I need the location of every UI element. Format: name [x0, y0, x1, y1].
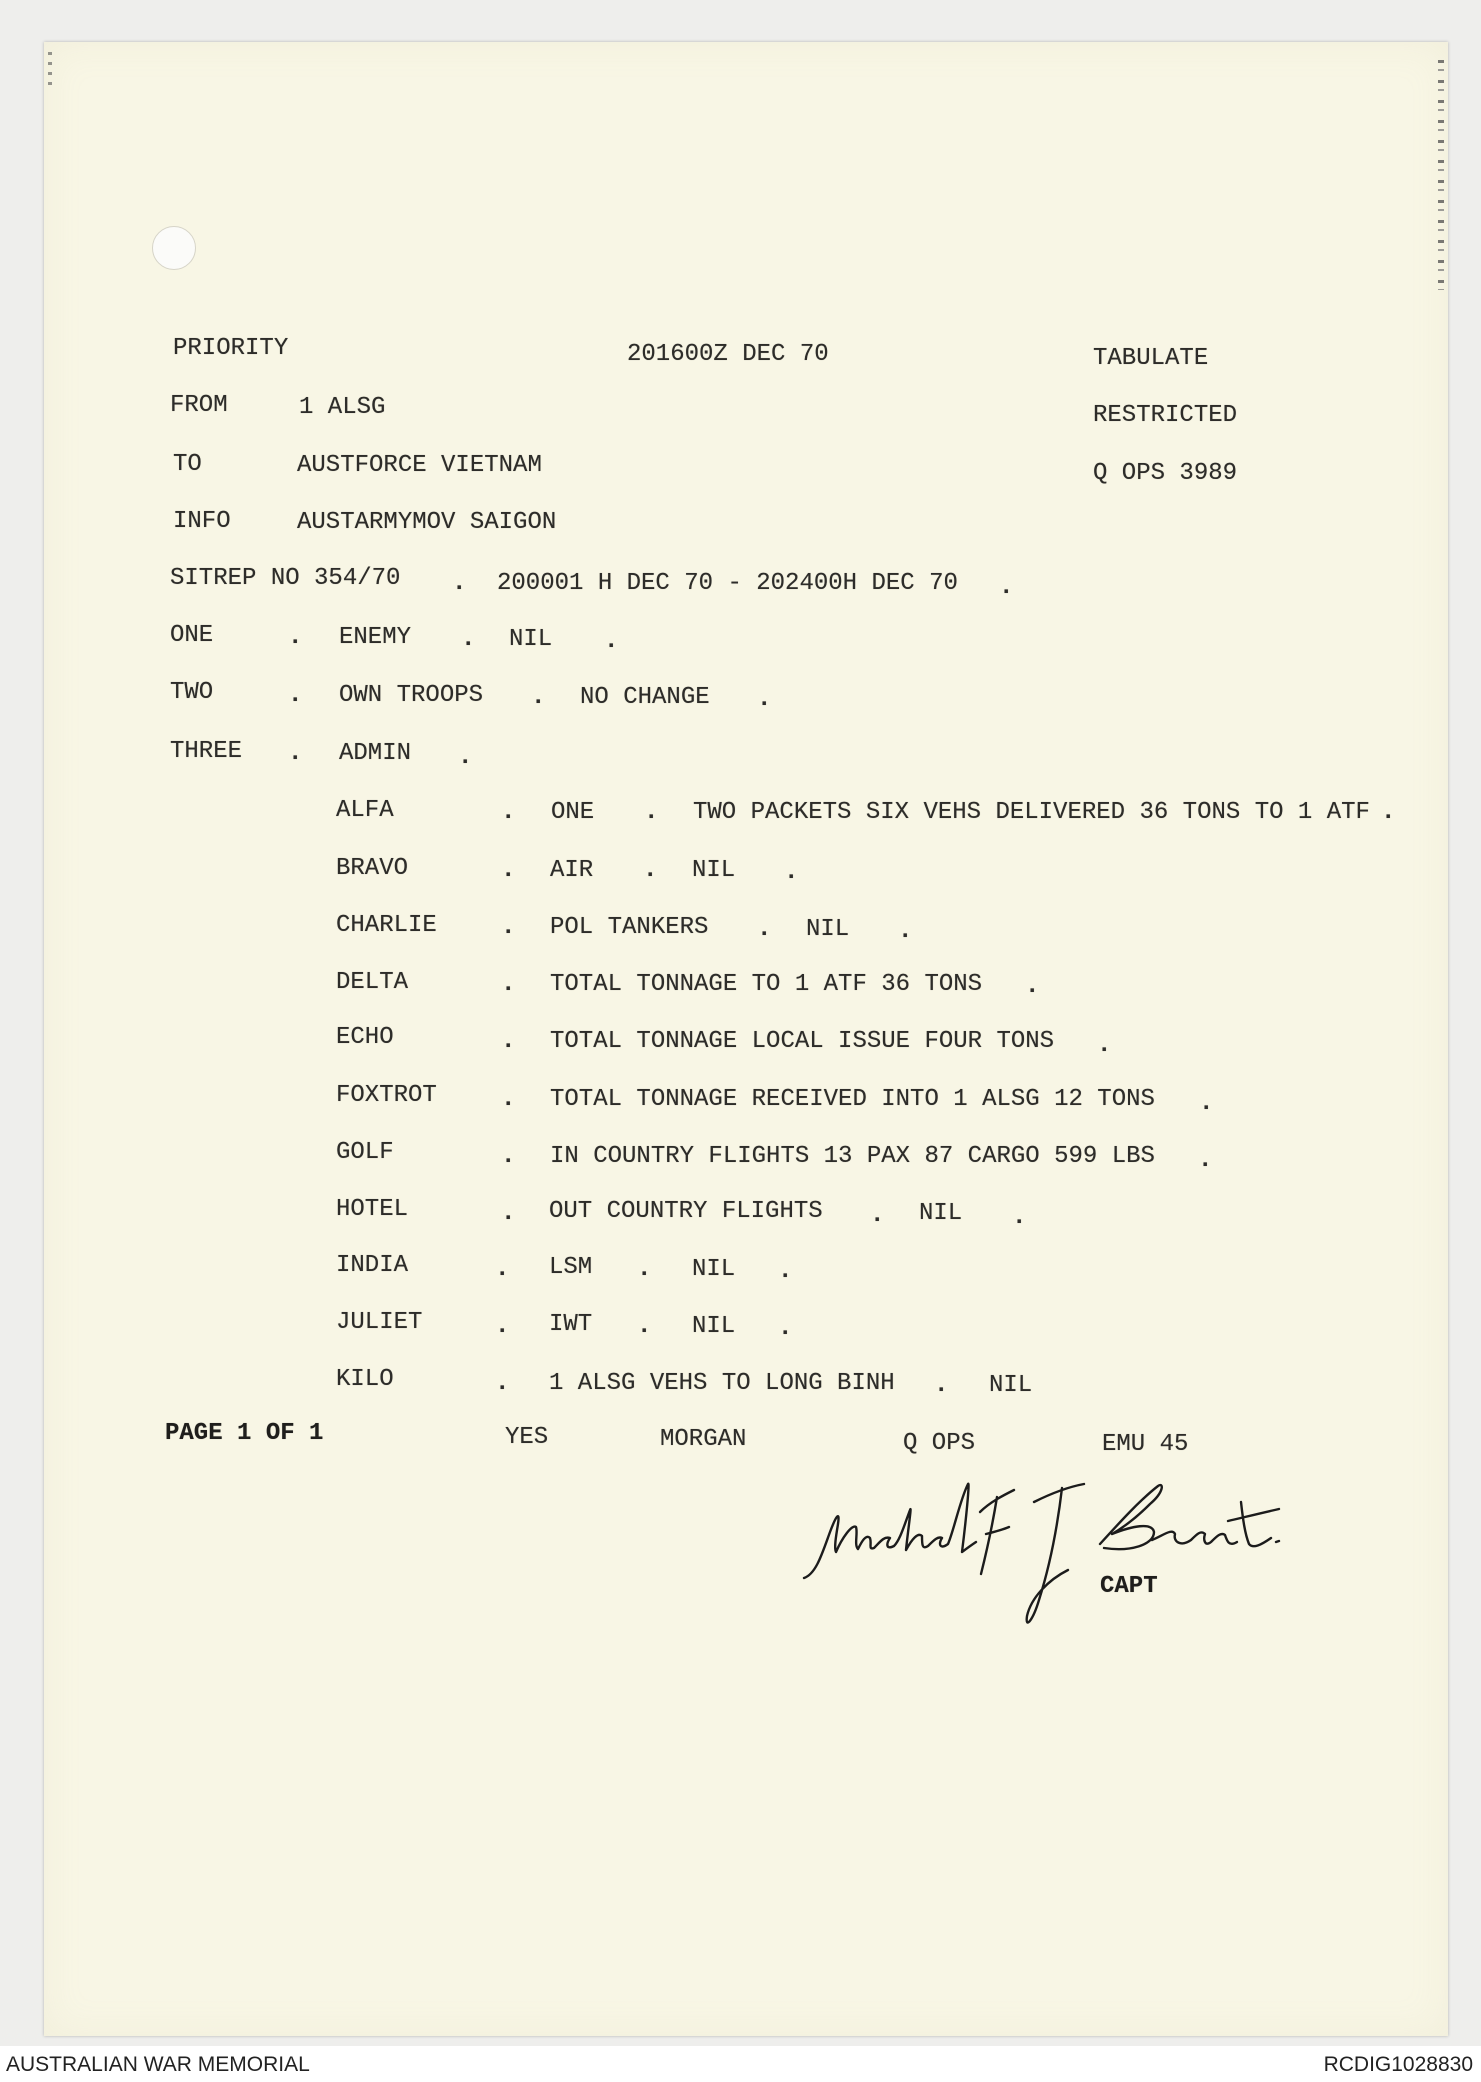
- admin-item-label: ALFA: [336, 797, 394, 824]
- section-label: ONE: [170, 622, 214, 649]
- sitrep-period: 200001 H DEC 70 - 202400H DEC 70: [497, 570, 958, 597]
- admin-item-text: NIL: [919, 1200, 963, 1227]
- file-reference: Q OPS 3989: [1093, 460, 1238, 487]
- sitrep-title: SITREP NO 354/70: [170, 565, 401, 592]
- admin-item-text: TOTAL TONNAGE TO 1 ATF 36 TONS: [550, 971, 983, 998]
- admin-item-text: NIL: [692, 1313, 736, 1340]
- info-value: AUSTARMYMOV SAIGON: [297, 509, 557, 536]
- separator-dot: .: [784, 859, 799, 886]
- separator-dot: .: [501, 914, 516, 941]
- separator-dot: .: [1199, 1090, 1214, 1117]
- separator-dot: .: [501, 1086, 516, 1113]
- separator-dot: .: [1198, 1147, 1213, 1174]
- admin-item-text: OUT COUNTRY FLIGHTS: [549, 1198, 823, 1225]
- admin-item-text: TWO PACKETS SIX VEHS DELIVERED 36 TONS TO 1 ATF: [693, 799, 1370, 826]
- separator-dot: .: [288, 624, 303, 651]
- admin-item-text: 1 ALSG VEHS TO LONG BINH: [549, 1370, 895, 1397]
- section-item: NIL: [509, 626, 553, 653]
- admin-item-label: INDIA: [336, 1252, 409, 1279]
- separator-dot: .: [501, 1143, 516, 1170]
- signature: [800, 1470, 1290, 1635]
- admin-item-label: CHARLIE: [336, 912, 437, 939]
- separator-dot: .: [1012, 1204, 1027, 1231]
- admin-item-text: NIL: [806, 916, 850, 943]
- instruction: TABULATE: [1093, 345, 1209, 372]
- separator-dot: .: [1025, 973, 1040, 1000]
- separator-dot: .: [644, 799, 659, 826]
- edge-marks: [48, 52, 52, 92]
- separator-dot: .: [531, 684, 546, 711]
- separator-dot: .: [898, 918, 913, 945]
- to-value: AUSTFORCE VIETNAM: [297, 452, 542, 479]
- separator-dot: .: [1097, 1032, 1112, 1059]
- archive-institution: AUSTRALIAN WAR MEMORIAL: [6, 2053, 310, 2076]
- separator-dot: .: [999, 574, 1014, 601]
- archive-caption-bar: [0, 2046, 1481, 2082]
- section-item: NO CHANGE: [580, 684, 710, 711]
- drafter-name: MORGAN: [660, 1426, 747, 1453]
- admin-item-label: BRAVO: [336, 855, 409, 882]
- separator-dot: .: [461, 626, 476, 653]
- from-value: 1 ALSG: [299, 394, 386, 421]
- section-label: TWO: [170, 679, 214, 706]
- section-item: OWN TROOPS: [339, 682, 484, 709]
- separator-dot: .: [778, 1258, 793, 1285]
- separator-dot: .: [501, 971, 516, 998]
- to-label: TO: [173, 451, 202, 478]
- separator-dot: .: [288, 682, 303, 709]
- admin-item-label: DELTA: [336, 969, 409, 996]
- separator-dot: .: [778, 1315, 793, 1342]
- admin-item-text: NIL: [692, 857, 736, 884]
- separator-dot: .: [757, 686, 772, 713]
- separator-dot: .: [458, 744, 473, 771]
- separator-dot: .: [501, 857, 516, 884]
- admin-item-text: IN COUNTRY FLIGHTS 13 PAX 87 CARGO 599 LBS: [550, 1143, 1155, 1170]
- separator-dot: .: [501, 1200, 516, 1227]
- classification: RESTRICTED: [1093, 402, 1238, 429]
- admin-item-label: JULIET: [336, 1309, 423, 1336]
- separator-dot: .: [637, 1313, 652, 1340]
- admin-item-text: LSM: [549, 1254, 593, 1281]
- separator-dot: .: [757, 916, 772, 943]
- section-item: ENEMY: [339, 624, 412, 651]
- admin-item-label: GOLF: [336, 1139, 394, 1166]
- admin-item-text: NIL: [692, 1256, 736, 1283]
- separator-dot: .: [495, 1313, 510, 1340]
- separator-dot: .: [934, 1372, 949, 1399]
- separator-dot: .: [870, 1202, 885, 1229]
- admin-item-text: TOTAL TONNAGE LOCAL ISSUE FOUR TONS: [550, 1028, 1055, 1055]
- separator-dot: .: [495, 1256, 510, 1283]
- admin-item-text: IWT: [549, 1311, 593, 1338]
- separator-dot: .: [643, 857, 658, 884]
- admin-item-text: POL TANKERS: [550, 914, 709, 941]
- edge-marks: [1438, 60, 1444, 290]
- admin-item-label: FOXTROT: [336, 1082, 437, 1109]
- separator-dot: .: [604, 628, 619, 655]
- release-flag: YES: [505, 1424, 549, 1451]
- info-label: INFO: [173, 508, 231, 535]
- admin-item-label: HOTEL: [336, 1196, 409, 1223]
- archive-item-id: RCDIG1028830: [1323, 2053, 1473, 2076]
- separator-dot: .: [495, 1370, 510, 1397]
- precedence: PRIORITY: [173, 335, 289, 362]
- admin-item-label: KILO: [336, 1366, 394, 1393]
- section-item: ADMIN: [339, 740, 412, 767]
- page-count: PAGE 1 OF 1: [165, 1420, 324, 1447]
- section-label: THREE: [170, 738, 243, 765]
- admin-item-text: AIR: [550, 857, 594, 884]
- punch-hole: [152, 226, 196, 270]
- section-name: Q OPS: [903, 1430, 976, 1457]
- from-label: FROM: [170, 392, 228, 419]
- admin-item-text: NIL: [989, 1372, 1033, 1399]
- separator-dot: .: [637, 1256, 652, 1283]
- admin-item-label: ECHO: [336, 1024, 394, 1051]
- extension-number: EMU 45: [1102, 1431, 1189, 1458]
- separator-dot: .: [1381, 799, 1396, 826]
- admin-item-text: TOTAL TONNAGE RECEIVED INTO 1 ALSG 12 TONS: [550, 1086, 1155, 1113]
- separator-dot: .: [288, 740, 303, 767]
- admin-item-text: ONE: [551, 799, 595, 826]
- separator-dot: .: [501, 799, 516, 826]
- separator-dot: .: [501, 1028, 516, 1055]
- signatory-rank: CAPT: [1100, 1573, 1158, 1600]
- date-time-group: 201600Z DEC 70: [627, 341, 829, 368]
- separator-dot: .: [452, 570, 467, 597]
